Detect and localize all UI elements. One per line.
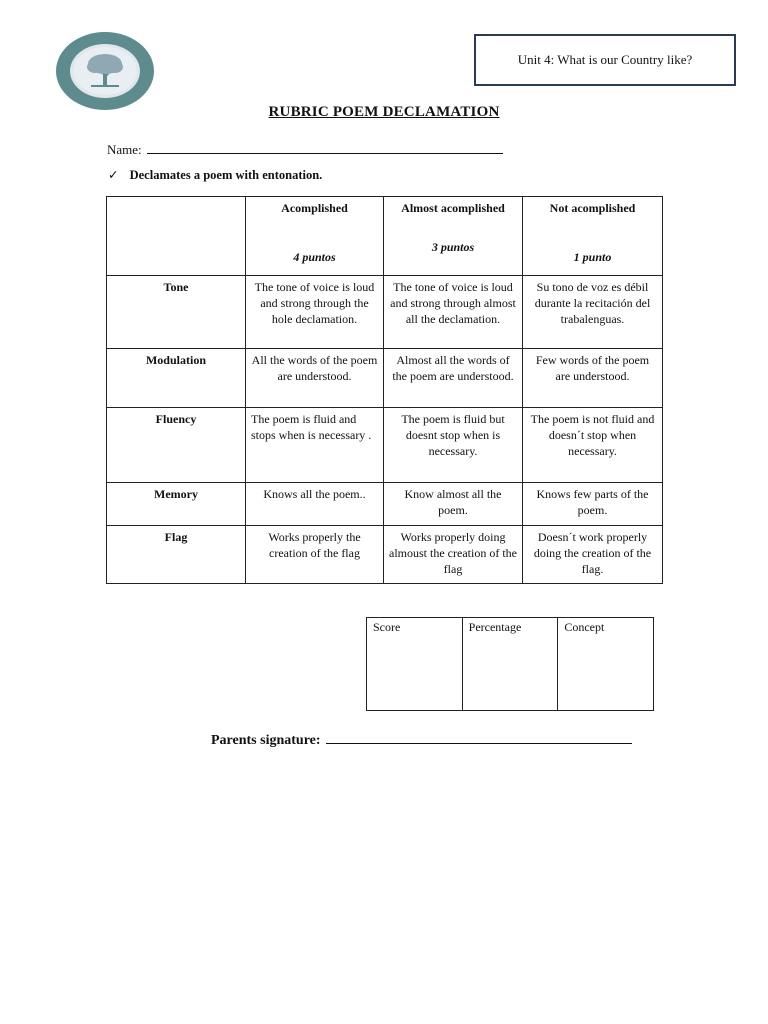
rubric-row xyxy=(107,349,663,408)
rubric-cell: The poem is fluid and stops when is necessary . xyxy=(246,408,384,483)
rubric-row xyxy=(107,408,663,483)
signature-label: Parents signature: xyxy=(211,733,321,748)
level-label: Almost acomplished xyxy=(401,201,505,215)
rubric-cell: Knows all the poem.. xyxy=(246,483,384,526)
rubric-cell: The tone of voice is loud and strong through almost all the declamation. xyxy=(384,276,523,349)
unit-label: Unit 4: What is our Country like? xyxy=(517,52,693,67)
name-field xyxy=(107,141,503,158)
rubric-cell: Almost all the words of the poem are understood. xyxy=(384,349,523,408)
rubric-table xyxy=(106,196,663,584)
checkmark-icon: ✓ xyxy=(108,168,119,182)
rubric-cell: Knows few parts of the poem. xyxy=(523,483,663,526)
rubric-corner-cell xyxy=(107,197,246,276)
objective-text: Declamates a poem with entonation. xyxy=(129,168,323,182)
rubric-cell: Su tono de voz es débil durante la recitación del trabalenguas. xyxy=(523,276,663,349)
score-label: Score xyxy=(373,620,401,634)
criterion-label: Memory xyxy=(107,483,246,526)
rubric-header-cell xyxy=(384,197,523,276)
name-label: Name: xyxy=(107,142,142,157)
parents-signature xyxy=(211,731,632,749)
rubric-cell: Know almost all the poem. xyxy=(384,483,523,526)
school-logo xyxy=(55,31,155,111)
rubric-cell: Doesn´t work properly doing the creation of the flag. xyxy=(523,526,663,584)
rubric-cell: The tone of voice is loud and strong through the hole declamation. xyxy=(246,276,384,349)
name-input-line[interactable] xyxy=(147,141,503,154)
rubric-header-cell xyxy=(246,197,384,276)
percentage-label: Percentage xyxy=(468,620,522,634)
criterion-label: Fluency xyxy=(107,408,246,483)
unit-label-box xyxy=(474,34,736,86)
rubric-header-row xyxy=(107,197,663,276)
rubric-row xyxy=(107,526,663,584)
concept-cell[interactable] xyxy=(558,618,654,711)
level-points: 4 puntos xyxy=(293,250,336,264)
level-points: 1 punto xyxy=(573,250,612,264)
rubric-cell: All the words of the poem are understood. xyxy=(246,349,384,408)
page-title: RUBRIC POEM DECLAMATION xyxy=(268,104,500,120)
objective xyxy=(108,167,322,183)
tree-seal-icon xyxy=(55,31,155,111)
rubric-header-cell xyxy=(523,197,663,276)
criterion-label: Tone xyxy=(107,276,246,349)
criterion-label: Modulation xyxy=(107,349,246,408)
criterion-label: Flag xyxy=(107,526,246,584)
rubric-cell: Works properly the creation of the flag xyxy=(246,526,384,584)
level-points: 3 puntos xyxy=(431,240,475,254)
rubric-cell: The poem is fluid but doesnt stop when is necessary. xyxy=(384,408,523,483)
score-table xyxy=(366,617,654,711)
rubric-cell: Works properly doing almoust the creation of the flag xyxy=(384,526,523,584)
rubric-row xyxy=(107,483,663,526)
signature-line[interactable] xyxy=(326,731,632,744)
rubric-cell: Few words of the poem are understood. xyxy=(523,349,663,408)
percentage-cell[interactable] xyxy=(462,618,558,711)
level-label: Not acomplished xyxy=(549,201,636,215)
level-label: Acomplished xyxy=(281,201,348,215)
rubric-cell: The poem is not fluid and doesn´t stop when necessary. xyxy=(523,408,663,483)
concept-label: Concept xyxy=(564,620,605,634)
score-cell[interactable] xyxy=(367,618,463,711)
rubric-row xyxy=(107,276,663,349)
